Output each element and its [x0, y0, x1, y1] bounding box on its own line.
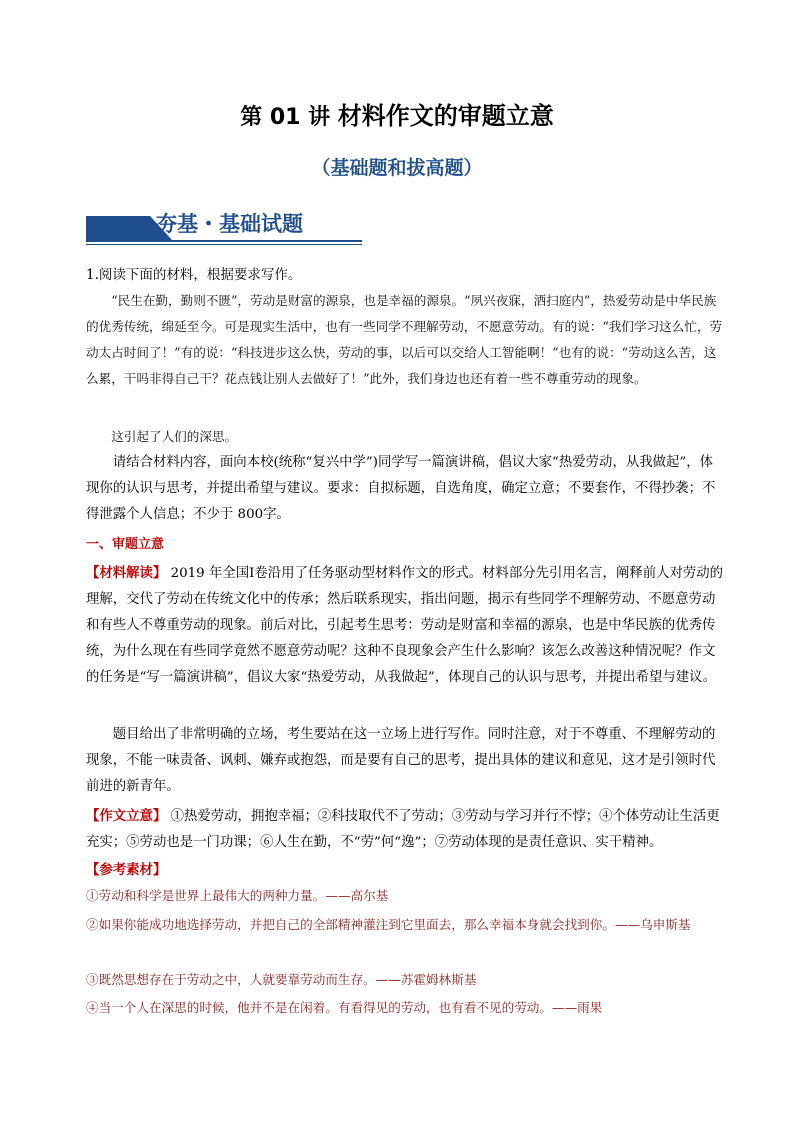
reference-item: ②如果你能成功地选择劳动，并把自己的全部精神灌注到它里面去，那么幸福本身就会找到你。——乌申斯基 [86, 917, 691, 932]
page-title [0, 96, 794, 131]
lesson-title: 材料作文的审题立意 [337, 102, 554, 130]
interpretation-label: 【材料解读】 [86, 565, 167, 581]
interpretation-paragraph-2: 题目给出了非常明确的立场，考生要站在这一立场上进行写作。同时注意，对于不尊重、不理解劳动的现象，不能一味责备、讽刺、嫌弃或抱怨，而是要有自己的思考，提出具体的建议和意见，这才是引领时代前进的新青年。 [86, 727, 716, 794]
section-heading: 一、审题立意 [86, 537, 165, 552]
themes-text: ①热爱劳动，拥抱幸福；②科技取代不了劳动；③劳动与学习并行不悖；④个体劳动让生活更充实；⑤劳动也是一门功课；⑥人生在勤，不“劳”何“逸”；⑦劳动体现的是责任意识、实干精神。 [86, 809, 720, 850]
question-intro: 1.阅读下面的材料，根据要求写作。 [86, 267, 302, 283]
interpretation-paragraph [86, 560, 724, 691]
question-requirement: 请结合材料内容，面向本校(统称“复兴中学”)同学写一篇演讲稿，倡议大家“热爱劳动，从我做起”，体现你的认识与思考，并提出希望与建议。要求：自拟标题，自选角度，确定立意；不要套作，不得抄袭；不得泄露个人信息；不少于 800字。 [86, 455, 716, 522]
reference-item: ③既然思想存在于劳动之中，人就要靠劳动而生存。——苏霍姆林斯基 [86, 972, 477, 987]
question-material-2: 这引起了人们的深思。 [111, 429, 238, 444]
references-label: 【参考素材】 [86, 862, 167, 878]
banner-title: 夯基・基础试题 [156, 211, 303, 236]
page-subtitle: （基础题和拔高题） [311, 157, 483, 179]
banner-underline [86, 240, 362, 242]
lesson-number: 第 01 讲 [240, 105, 331, 130]
reference-item: ①劳动和科学是世界上最伟大的两种力量。——高尔基 [86, 888, 389, 903]
section-banner [86, 208, 362, 242]
question-material: “民生在勤，勤则不匮”，劳动是财富的源泉，也是幸福的源泉。“夙兴夜寐，洒扫庭内”，热爱劳动是中华民族的优秀传统，绵延至今。可是现实生活中，也有一些同学不理解劳动，不愿意劳动。有的说：“我们学习这么忙，劳动太占时间了！”有的说：“科技进步这么快，劳动的事，以后可以交给人工智能啊！”也有的说：“劳动这么苦，这么累，干吗非得自己干？花点钱让别人去做好了！”此外，我们身边也还有着一些不尊重劳动的现象。 [86, 293, 723, 386]
banner-underline-thin [86, 244, 362, 245]
banner-block [86, 216, 150, 240]
themes-label: 【作文立意】 [86, 808, 167, 824]
themes-paragraph [86, 803, 724, 856]
reference-item: ④当一个人在深思的时候，他并不是在闲着。有看得见的劳动，也有看不见的劳动。——雨果 [86, 1000, 603, 1015]
interpretation-text: 2019 年全国Ⅰ卷沿用了任务驱动型材料作文的形式。材料部分先引用名言，阐释前人对劳动的理解，交代了劳动在传统文化中的传承；然后联系现实，指出问题，揭示有些同学不理解劳动、不愿意劳动和有些人不尊重劳动的现象。前后对比，引起考生思考：劳动是财富和幸福的源泉，也是中华民族的优秀传统，为什么现在有些同学竟然不愿意劳动呢？这种不良现象会产生什么影响？该怎么改善这种情况呢？作文的任务是“写一篇演讲稿”，倡议大家“热爱劳动，从我做起”，体现自己的认识与思考，并提出希望与建议。 [86, 566, 724, 685]
